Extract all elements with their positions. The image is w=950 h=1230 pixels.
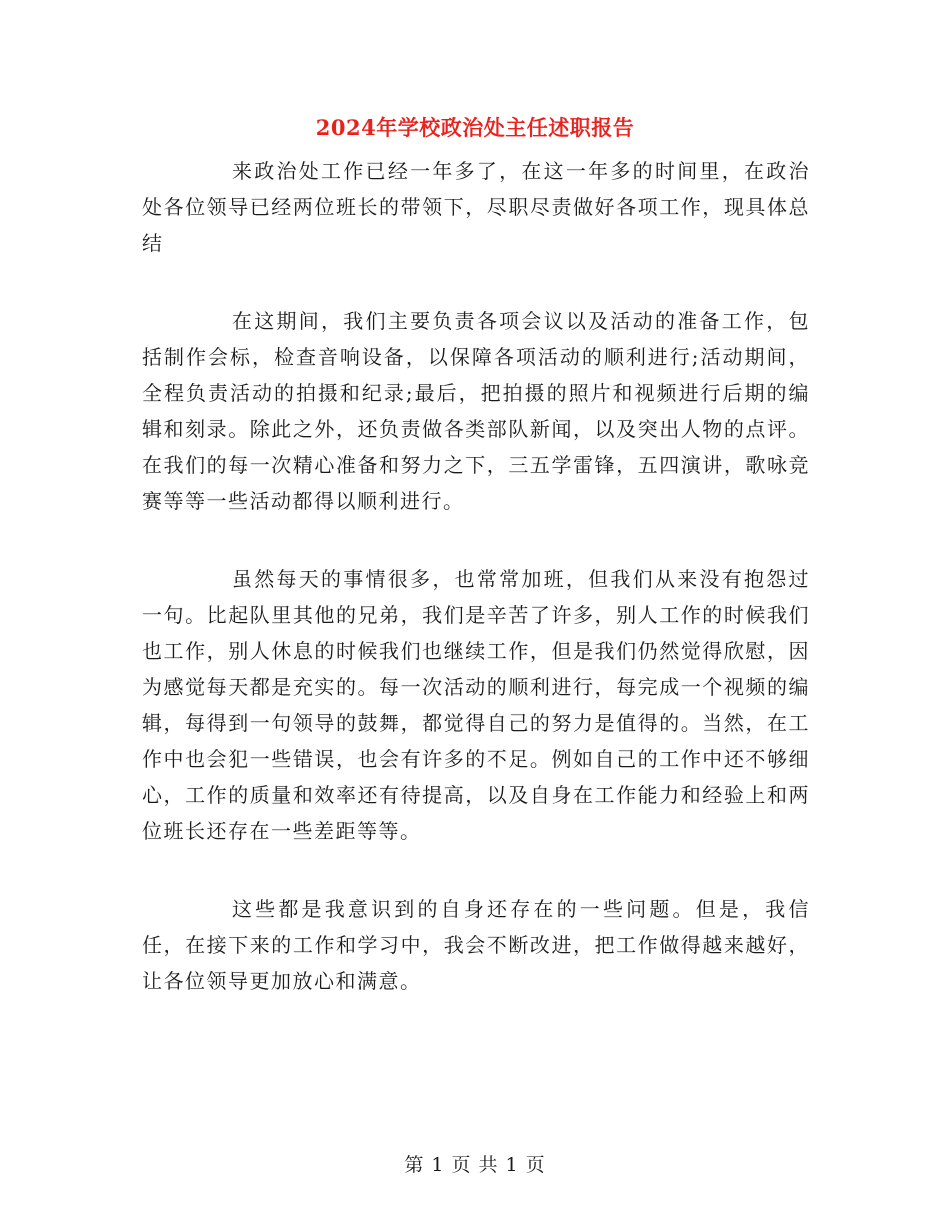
page-number-footer: 第 1 页 共 1 页	[404, 1154, 546, 1176]
paragraph-intro: 来政治处工作已经一年多了，在这一年多的时间里，在政治处各位领导已经两位班长的带领下，尽职尽责做好各项工作，现具体总结	[142, 159, 810, 255]
document-title: 2024年学校政治处主任述职报告	[315, 115, 635, 140]
document-body	[142, 153, 810, 1041]
paragraph-duties: 在这期间，我们主要负责各项会议以及活动的准备工作，包括制作会标，检查音响设备，以保障各项活动的顺利进行;活动期间，全程负责活动的拍摄和纪录;最后，把拍摄的照片和视频进行后期的编辑和刻录。除此之外，还负责做各类部队新闻，以及突出人物的点评。在我们的每一次精心准备和努力之下，三五学雷锋，五四演讲，歌咏竞赛等等一些活动都得以顺利进行。	[142, 309, 810, 513]
paragraph-conclusion: 这些都是我意识到的自身还存在的一些问题。但是，我信任，在接下来的工作和学习中，我会不断改进，把工作做得越来越好，让各位领导更加放心和满意。	[142, 897, 810, 993]
paragraph-reflection: 虽然每天的事情很多，也常常加班，但我们从来没有抱怨过一句。比起队里其他的兄弟，我们是辛苦了许多，别人工作的时候我们也工作，别人休息的时候我们也继续工作，但是我们仍然觉得欣慰，因为感觉每天都是充实的。每一次活动的顺利进行，每完成一个视频的编辑，每得到一句领导的鼓舞，都觉得自己的努力是值得的。当然，在工作中也会犯一些错误，也会有许多的不足。例如自己的工作中还不够细心，工作的质量和效率还有待提高，以及自身在工作能力和经验上和两位班长还存在一些差距等等。	[142, 567, 810, 843]
